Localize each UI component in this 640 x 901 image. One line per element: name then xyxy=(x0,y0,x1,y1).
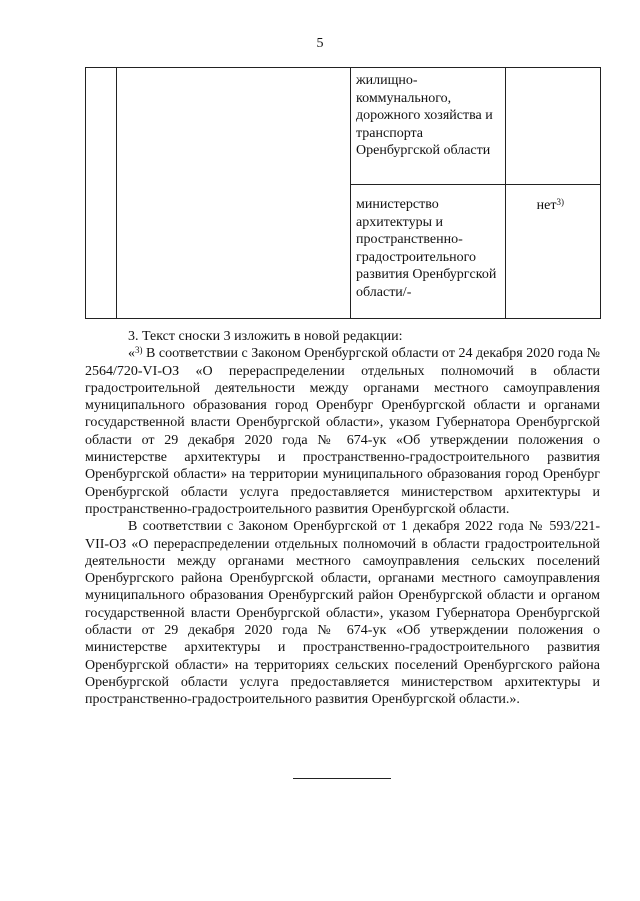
value-label: нет xyxy=(536,198,557,213)
open-quote: « xyxy=(128,346,135,362)
table-row xyxy=(86,68,601,185)
document-body xyxy=(85,328,600,709)
authority-text: министерство архитектуры и пространственно-градостроительного развития Оренбургской области/- xyxy=(356,197,497,300)
value-text xyxy=(506,185,600,223)
footnote-mark: 3) xyxy=(556,197,564,207)
table-cell-number xyxy=(86,68,117,319)
footnote-paragraph-2: В соответствии с Законом Оренбургской от 1 декабря 2022 года № 593/221-VII-ОЗ «О перераспределении отдельных полномочий в области градостроительной деятельности между органами местного самоуправления сельских поселений Оренбургского района Оренбургской области, органами местного самоуправления муниципального образования Оренбургский район Оренбургской области и органом государственной власти Оренбургской области», указом Губернатора Оренбургской области от 29 декабря 2020 года № 674-ук «Об утверждении положения о министерстве архитектуры и пространственно-градостроительного развития Оренбургской области» на территориях сельских поселений Оренбургского района Оренбургской области услуга предоставляется министерством архитектуры и пространственно-градостроительного развития Оренбургской области.». xyxy=(85,519,600,708)
end-divider xyxy=(293,778,391,779)
page-number: 5 xyxy=(316,36,324,51)
value-text xyxy=(506,68,600,88)
table-cell-value xyxy=(506,68,601,185)
footnote-paragraph-1 xyxy=(85,345,600,518)
paragraph-text: В соответствии с Законом Оренбургской области от 24 декабря 2020 года № 2564/720-VI-ОЗ «О перераспределении отдельных полномочий в области градостроительной деятельности между органами местного самоуправления муниципального образования город Оренбург Оренбургской области и органами государственной власти Оренбургской области», указом Губернатора Оренбургской области от 29 декабря 2020 года № 674-ук «Об утверждении положения о министерстве архитектуры и пространственно-градостроительного развития Оренбургской области» на территории муниципального образования город Оренбург Оренбургской области услуга предоставляется министерством архитектуры и пространственно-градостроительного развития Оренбургской области. xyxy=(85,346,600,517)
table-cell-value xyxy=(506,185,601,319)
authority-text: жилищно-коммунального, дорожного хозяйства и транспорта Оренбургской области xyxy=(356,73,493,158)
table-cell-authority xyxy=(351,185,506,319)
services-table xyxy=(85,67,601,319)
table-cell-authority xyxy=(351,68,506,185)
footnote-mark: 3) xyxy=(135,345,143,356)
table-cell-service xyxy=(117,68,351,319)
item-heading: 3. Текст сноски 3 изложить в новой редакции: xyxy=(128,329,403,344)
